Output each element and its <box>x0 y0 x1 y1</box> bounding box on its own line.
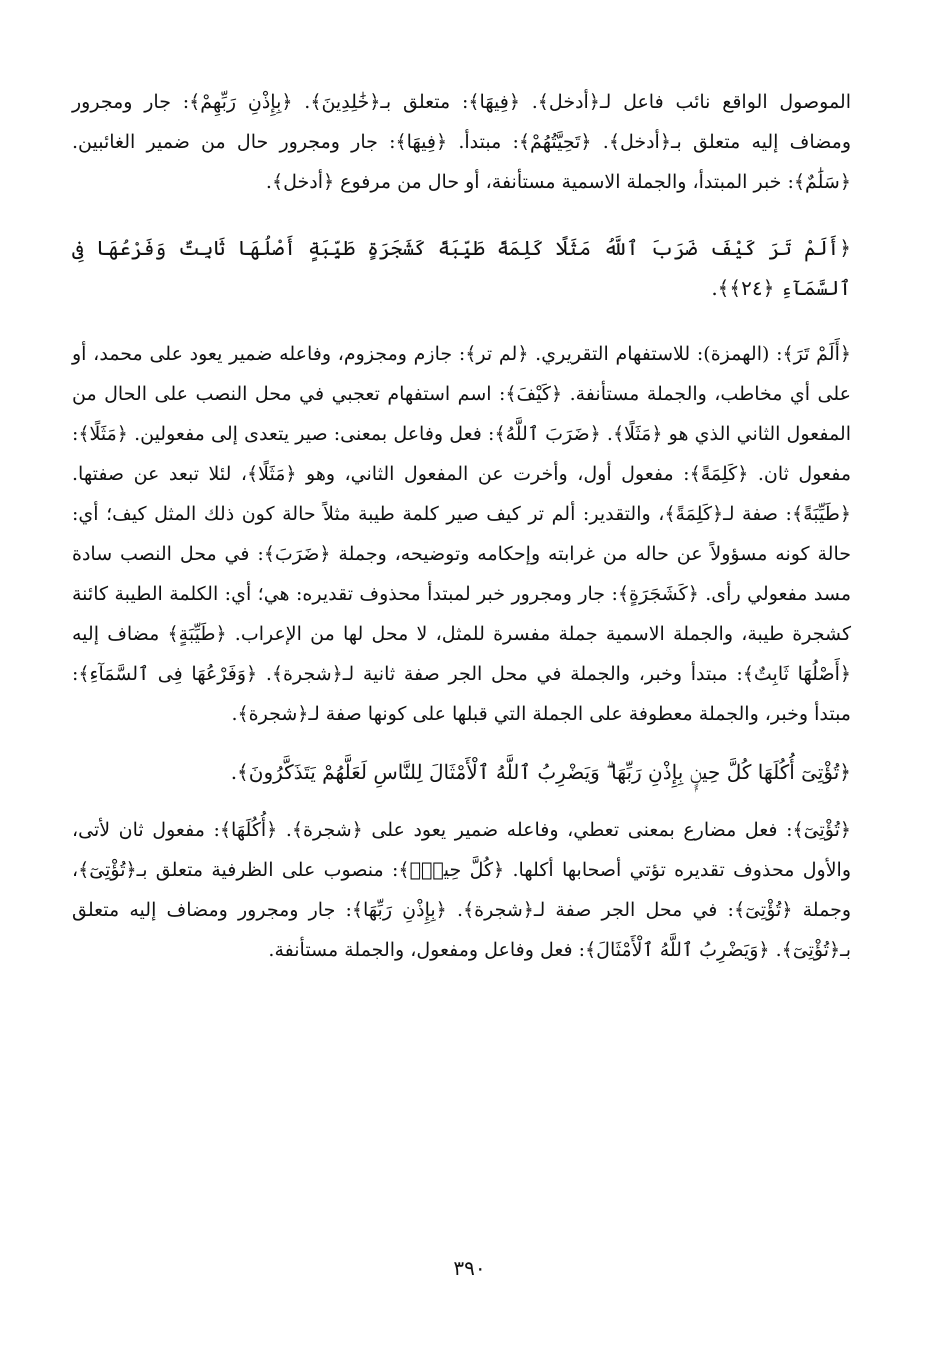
commentary-paragraph: ﴿أَلَمْ تَرَ﴾: (الهمزة): للاستفهام التقريري. ﴿لم تر﴾: جازم ومجزوم، وفاعله ضمير يعود على محمد، أو على أي مخاطب، والجملة مستأنفة. ﴿كَيْفَ﴾: اسم استفهام تعجبي في محل النصب على الحال من المفعول الثاني الذي هو ﴿مَثَلًا﴾. ﴿ضَرَبَ ٱللَّهُ﴾: فعل وفاعل بمعنى: صير يتعدى إلى مفعولين. ﴿مَثَلًا﴾: مفعول ثان. ﴿كَلِمَةً﴾: مفعول أول، وأخرت عن المفعول الثاني، وهو ﴿مَثَلًا﴾، لئلا تبعد عن صفتها. ﴿طَيِّبَةً﴾: صفة لـ﴿كَلِمَةً﴾، والتقدير: ألم تر كيف صير كلمة طيبة مثلاً حالة كون ذلك المثل كيف؛ أي: حالة كونه مسؤولاً عن حاله من غرابته وإحكامه وتوضيحه، وجملة ﴿ضَرَبَ﴾: في محل النصب سادة مسد مفعولي رأى. ﴿كَشَجَرَةٍ﴾: جار ومجرور خبر لمبتدأ محذوف تقديره: هي؛ أي: الكلمة الطيبة كائنة كشجرة طيبة، والجملة الاسمية جملة مفسرة للمثل، لا محل لها من الإعراب. ﴿طَيِّبَةٍ﴾ مضاف إليه ﴿أَصْلُهَا ثَابِتٌ﴾: مبتدأ وخبر، والجملة في محل الجر صفة ثانية لـ﴿شجرة﴾. ﴿وَفَرْعُهَا فِى ٱلسَّمَآءِ﴾: مبتدأ وخبر، والجملة معطوفة على الجملة التي قبلها على كونها صفة لـ﴿شجرة﴾. <box>72 343 851 725</box>
commentary-paragraph: ﴿تُؤْتِىٓ﴾: فعل مضارع بمعنى تعطي، وفاعله ضمير يعود على ﴿شجرة﴾. ﴿أُكُلَهَا﴾: مفعول ثان لأتى، والأول محذوف تقديره تؤتي أصحابها أكلها. ﴿كُلَّ حِينٍۭ﴾: منصوب على الظرفية متعلق بـ﴿تُؤْتِىٓ﴾، وجملة ﴿تُؤْتِىٓ﴾: في محل الجر صفة لـ﴿شجرة﴾. ﴿بِإِذْنِ رَبِّهَا﴾: جار ومجرور ومضاف إليه متعلق بـ﴿تُؤْتِىٓ﴾. ﴿وَيَضْرِبُ ٱللَّهُ ٱلْأَمْثَالَ﴾: فعل وفاعل ومفعول، والجملة مستأنفة. <box>72 819 851 961</box>
page-number: ٣٩٠ <box>453 1256 486 1280</box>
commentary-paragraph: الموصول الواقع نائب فاعل لـ﴿أدخل﴾. ﴿فِيهَا﴾: متعلق بـ﴿خَٰلِدِينَ﴾. ﴿بِإِذْنِ رَبِّهِمْ﴾: جار ومجرور ومضاف إليه متعلق بـ﴿أدخل﴾. ﴿تَحِيَّتُهُمْ﴾: مبتدأ. ﴿فِيهَا﴾: جار ومجرور حال من ضمير الغائبين. ﴿سَلَٰمٌ﴾: خبر المبتدأ، والجملة الاسمية مستأنفة، أو حال من مرفوع ﴿أدخل﴾. <box>72 91 851 193</box>
quran-verse: ﴿تُؤْتِىٓ أُكُلَهَا كُلَّ حِينٍۭ بِإِذْنِ رَبِّهَا ۗ وَيَضْرِبُ ٱللَّهُ ٱلْأَمْثَالَ لِلنَّاسِ لَعَلَّهُمْ يَتَذَكَّرُونَ﴾. <box>230 760 851 784</box>
quran-verse: ﴿أَلَمْ تَرَ كَيْفَ ضَرَبَ ٱللَّهُ مَثَلًا كَلِمَةً طَيِّبَةً كَشَجَرَةٍ طَيِّبَةٍ أَصْلُهَا ثَابِتٌ وَفَرْعُهَا فِى ٱلسَّمَآءِ ﴿٢٤﴾﴾. <box>72 236 851 300</box>
